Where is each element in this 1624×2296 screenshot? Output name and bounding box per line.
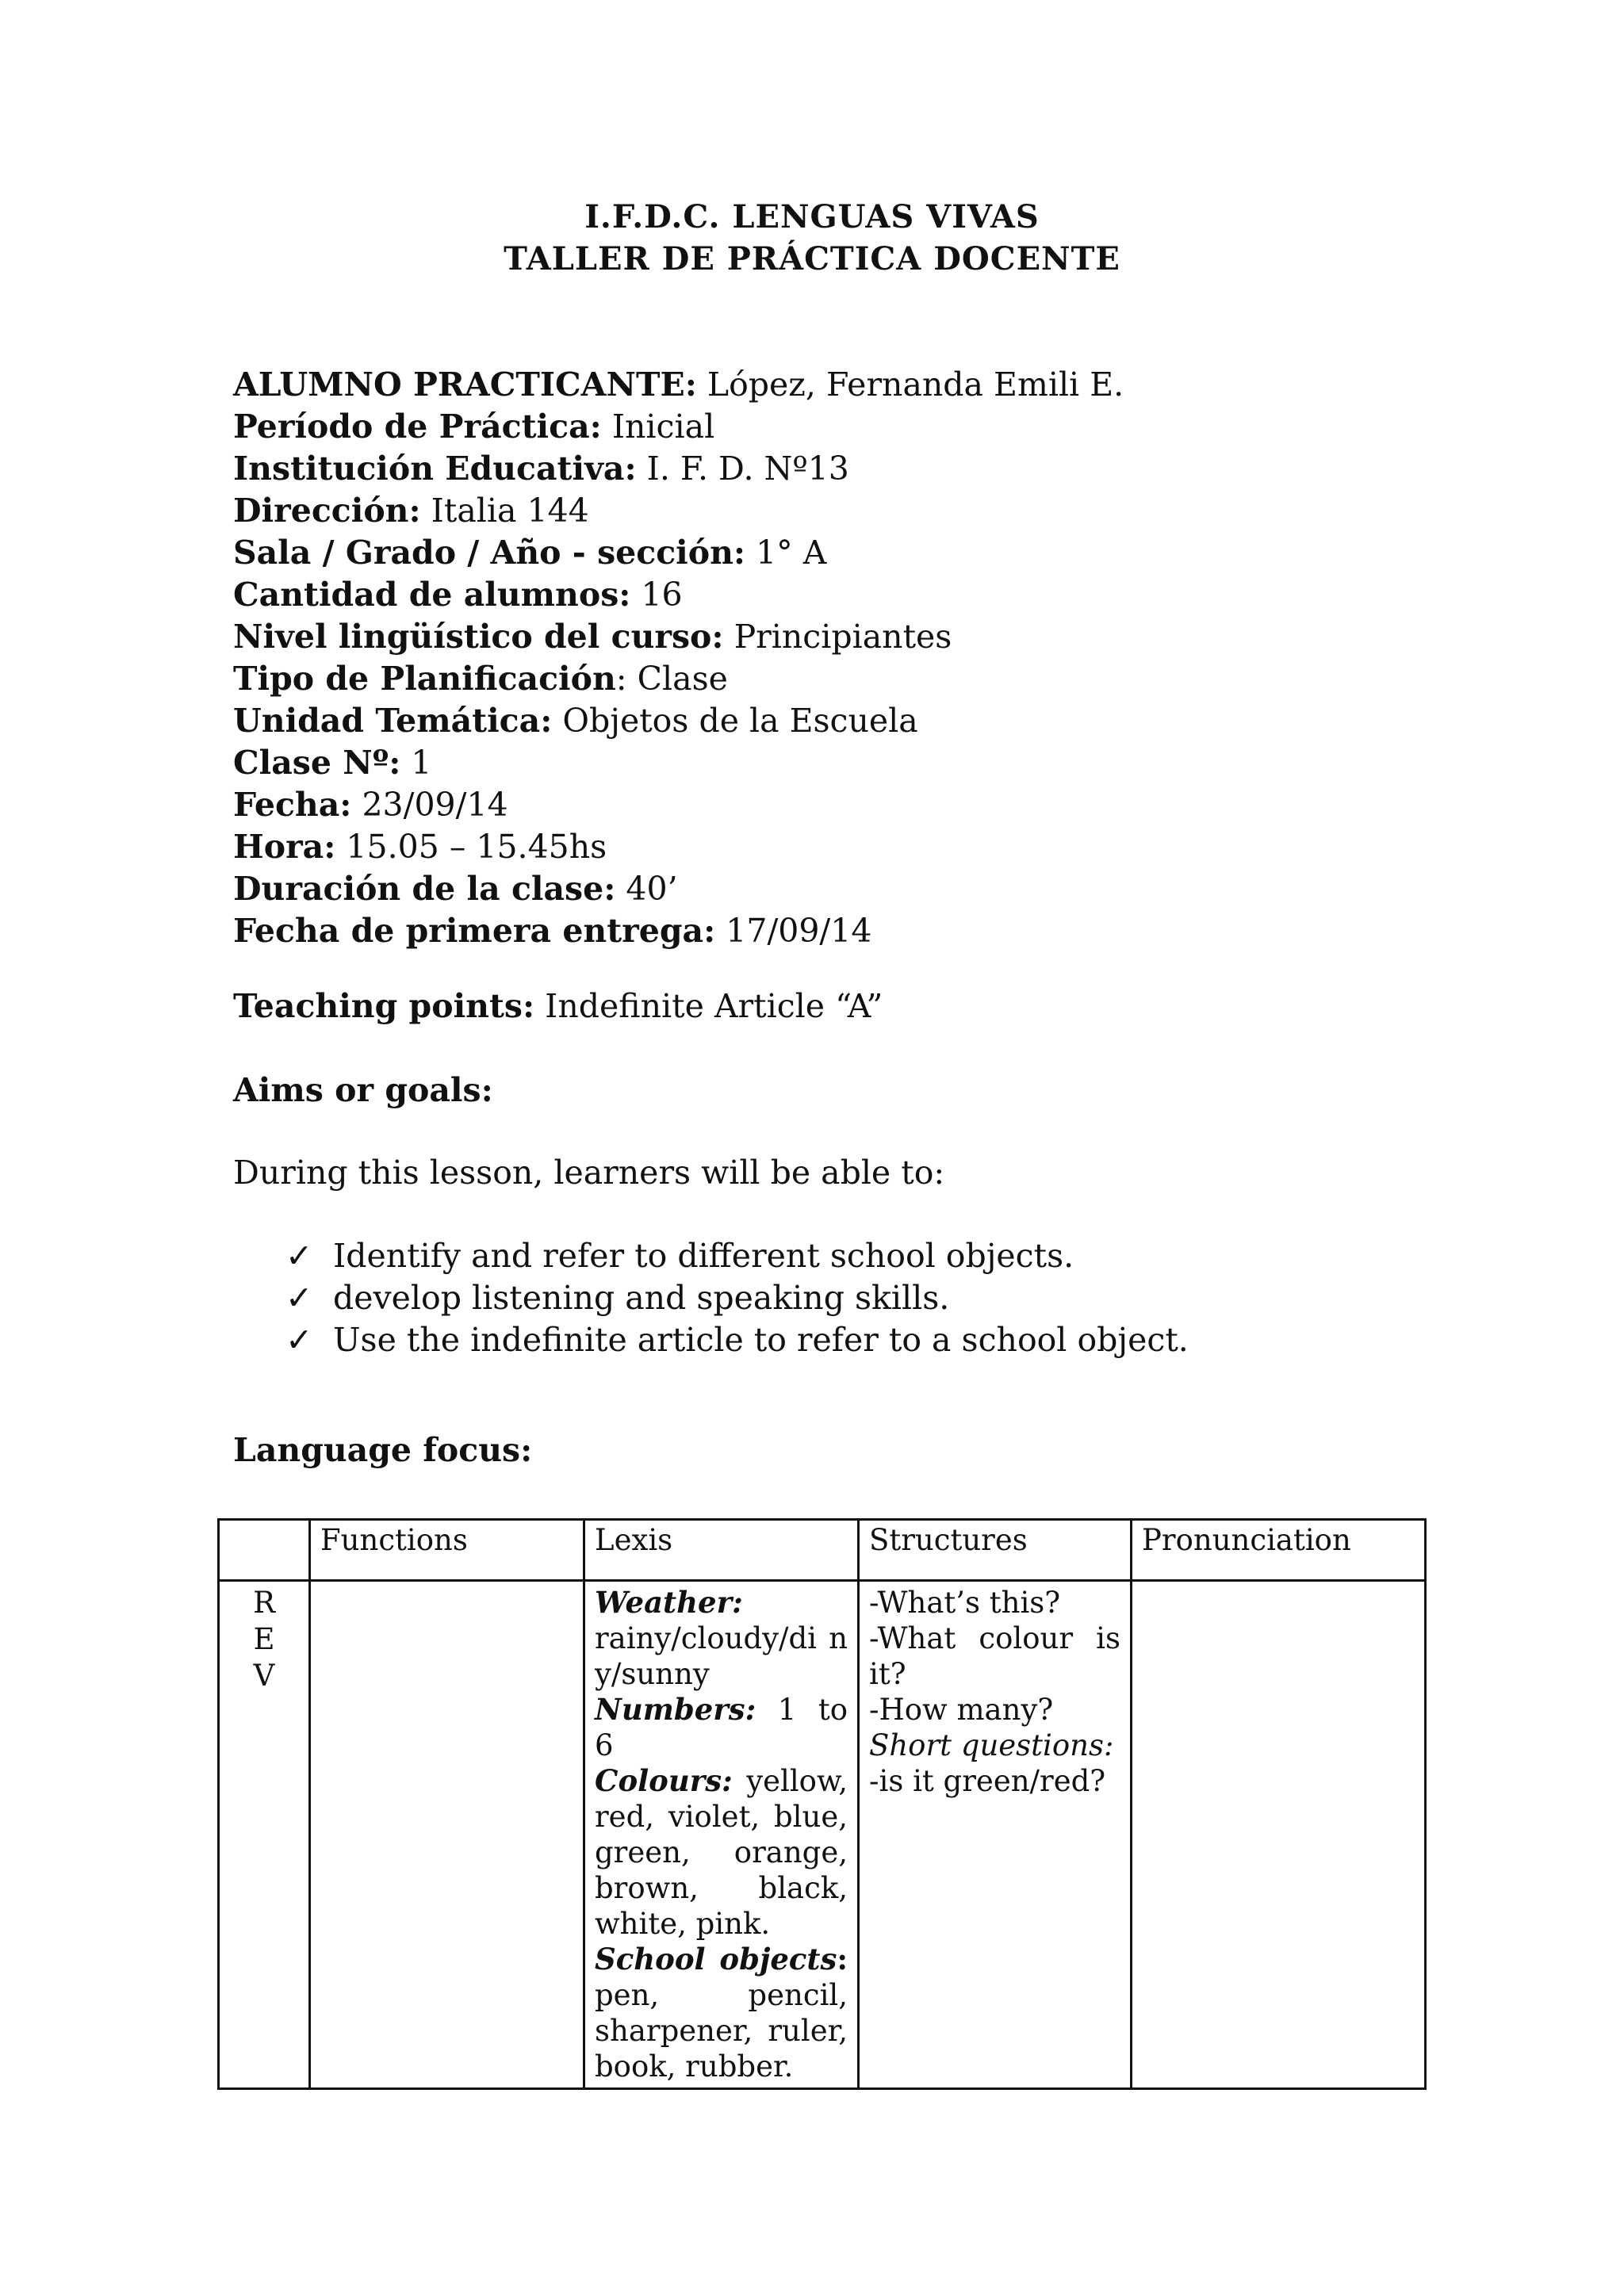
aim-item	[285, 1279, 949, 1317]
field-label: Fecha:	[233, 786, 352, 824]
field-value: Italia 144	[420, 492, 589, 530]
lexis-colours-label: Colours:	[595, 1763, 733, 1798]
table-header-cell: Functions	[310, 1520, 584, 1581]
lexis-colours-value: yellow, red, violet, blue, green, orange, brown, black, white, pink.	[595, 1764, 848, 1941]
field-label: Período de Práctica:	[233, 408, 602, 446]
aim-item	[285, 1321, 1189, 1359]
language-focus-table	[217, 1518, 1427, 2090]
lexis-weather-label: Weather:	[595, 1585, 743, 1620]
lexis-school-label: School objects	[595, 1942, 837, 1976]
lexis-colours	[595, 1763, 848, 1942]
field-unidad	[233, 702, 918, 740]
field-clase	[233, 744, 431, 782]
row-label-letter: R	[253, 1586, 275, 1620]
field-value: 1	[400, 744, 432, 782]
row-label-cell	[219, 1581, 310, 2089]
check-icon: ✓	[285, 1237, 313, 1275]
field-value: López, Fernanda Emili E.	[696, 365, 1124, 404]
lexis-school-colon: :	[837, 1942, 848, 1976]
field-label: Clase Nº:	[233, 744, 401, 782]
check-icon: ✓	[285, 1321, 313, 1359]
field-sala	[233, 534, 826, 572]
field-label: Tipo de Planificación	[233, 660, 616, 698]
lexis-numbers-label: Numbers:	[595, 1692, 756, 1727]
field-label: Fecha de primera entrega:	[233, 912, 716, 950]
field-direccion	[233, 492, 589, 530]
field-label: Sala / Grado / Año - sección:	[233, 534, 746, 572]
field-duracion	[233, 870, 678, 908]
field-tipo	[233, 660, 728, 698]
language-focus-heading: Language focus:	[233, 1431, 533, 1469]
field-value: Principiantes	[723, 618, 952, 656]
field-fecha-entrega	[233, 912, 871, 950]
structure-line: -What colour is it?	[869, 1621, 1120, 1691]
aim-item	[285, 1237, 1074, 1275]
lexis-weather-value: rainy/cloudy/di ny/sunny	[595, 1621, 848, 1691]
table-header-cell: Structures	[859, 1520, 1132, 1581]
workshop-title: TALLER DE PRÁCTICA DOCENTE	[504, 240, 1120, 277]
lexis-cell	[584, 1581, 859, 2089]
lexis-weather	[595, 1585, 848, 1692]
field-value: I. F. D. Nº13	[636, 450, 849, 488]
field-label: Institución Educativa:	[233, 450, 637, 488]
aims-heading: Aims or goals:	[233, 1071, 493, 1109]
row-label-letter: V	[253, 1659, 275, 1693]
field-periodo	[233, 408, 714, 446]
field-institucion	[233, 450, 849, 488]
lexis-numbers-value: 1 to 6	[595, 1693, 848, 1762]
field-value: 17/09/14	[715, 912, 872, 950]
lexis-numbers	[595, 1692, 848, 1763]
field-value: Inicial	[601, 408, 715, 446]
structure-line: -What’s this?	[869, 1586, 1061, 1620]
aim-item-text: Identify and refer to different school objects.	[333, 1237, 1074, 1275]
aim-item-text: develop listening and speaking skills.	[333, 1279, 950, 1317]
lexis-school-objects	[595, 1942, 848, 2084]
functions-cell	[310, 1581, 584, 2089]
field-value: 1° A	[745, 534, 827, 572]
row-label-letter: E	[253, 1622, 275, 1656]
field-value: 23/09/14	[351, 786, 508, 824]
institution-title: I.F.D.C. LENGUAS VIVAS	[584, 198, 1040, 235]
teaching-points-label: Teaching points:	[233, 987, 535, 1025]
field-value: Objetos de la Escuela	[552, 702, 918, 740]
field-value: 40’	[615, 870, 678, 908]
structure-line: -How many?	[869, 1693, 1054, 1727]
aims-intro: During this lesson, learners will be able to:	[233, 1154, 945, 1192]
table-row	[219, 1581, 1426, 2089]
field-label: Duración de la clase:	[233, 870, 616, 908]
teaching-points	[233, 987, 883, 1025]
aim-item-text: Use the indefinite article to refer to a school object.	[333, 1321, 1189, 1359]
field-label: ALUMNO PRACTICANTE:	[233, 365, 697, 404]
teaching-points-value: Indefinite Article “A”	[534, 987, 883, 1025]
check-icon: ✓	[285, 1279, 313, 1317]
field-alumno	[233, 365, 1124, 404]
structure-short-label: Short questions:	[869, 1728, 1114, 1762]
field-nivel	[233, 618, 952, 656]
structure-line: -is it green/red?	[869, 1764, 1106, 1798]
field-fecha	[233, 786, 508, 824]
field-label: Cantidad de alumnos:	[233, 576, 631, 614]
table-header-cell	[219, 1520, 310, 1581]
pronunciation-cell	[1132, 1581, 1426, 2089]
field-value: 15.05 – 15.45hs	[335, 828, 607, 866]
field-label: Nivel lingüístico del curso:	[233, 618, 724, 656]
table-header-cell: Lexis	[584, 1520, 859, 1581]
table-header-row	[219, 1520, 1426, 1581]
field-value: 16	[630, 576, 683, 614]
field-label: Hora:	[233, 828, 336, 866]
field-label: Dirección:	[233, 492, 421, 530]
field-cantidad	[233, 576, 683, 614]
structures-cell	[859, 1581, 1132, 2089]
field-value: : Clase	[615, 660, 728, 698]
lexis-school-value: pen, pencil, sharpener, ruler, book, rubber.	[595, 1978, 848, 2084]
table-header-cell: Pronunciation	[1132, 1520, 1426, 1581]
field-label: Unidad Temática:	[233, 702, 553, 740]
field-hora	[233, 828, 607, 866]
